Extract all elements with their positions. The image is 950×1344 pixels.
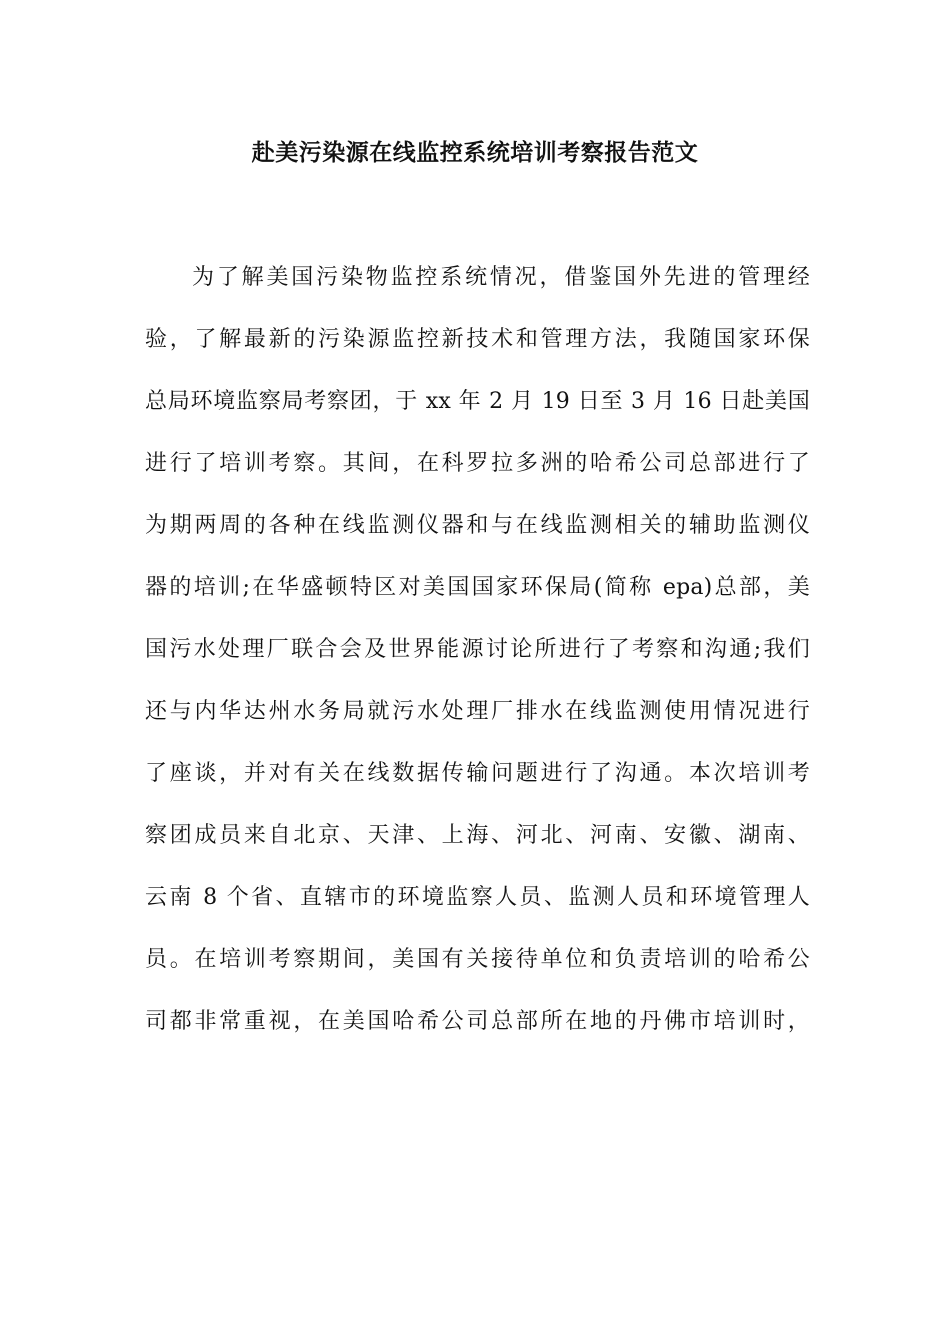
document-body — [145, 258, 810, 1064]
body-line: 了座谈，并对有关在线数据传输问题进行了沟通。本次培训考 — [145, 761, 810, 786]
body-line: 验，了解最新的污染源监控新技术和管理方法，我随国家环保 — [145, 327, 810, 352]
body-line: 器的培训;在华盛顿特区对美国国家环保局(简称 epa)总部，美 — [145, 575, 810, 600]
body-line: 为期两周的各种在线监测仪器和与在线监测相关的辅助监测仪 — [145, 513, 810, 538]
body-line: 云南 8 个省、直辖市的环境监察人员、监测人员和环境管理人 — [145, 885, 810, 910]
body-line: 员。在培训考察期间，美国有关接待单位和负责培训的哈希公 — [145, 947, 810, 972]
body-line: 司都非常重视，在美国哈希公司总部所在地的丹佛市培训时， — [145, 1009, 810, 1034]
body-line: 还与内华达州水务局就污水处理厂排水在线监测使用情况进行 — [145, 699, 810, 724]
document-title: 赴美污染源在线监控系统培训考察报告范文 — [251, 140, 699, 166]
body-line: 进行了培训考察。其间，在科罗拉多洲的哈希公司总部进行了 — [145, 451, 810, 476]
body-line: 总局环境监察局考察团，于 xx 年 2 月 19 日至 3 月 16 日赴美国 — [145, 389, 810, 414]
body-line: 为了解美国污染物监控系统情况，借鉴国外先进的管理经 — [192, 265, 810, 290]
body-line: 察团成员来自北京、天津、上海、河北、河南、安徽、湖南、 — [145, 823, 810, 848]
body-line: 国污水处理厂联合会及世界能源讨论所进行了考察和沟通;我们 — [145, 637, 810, 662]
